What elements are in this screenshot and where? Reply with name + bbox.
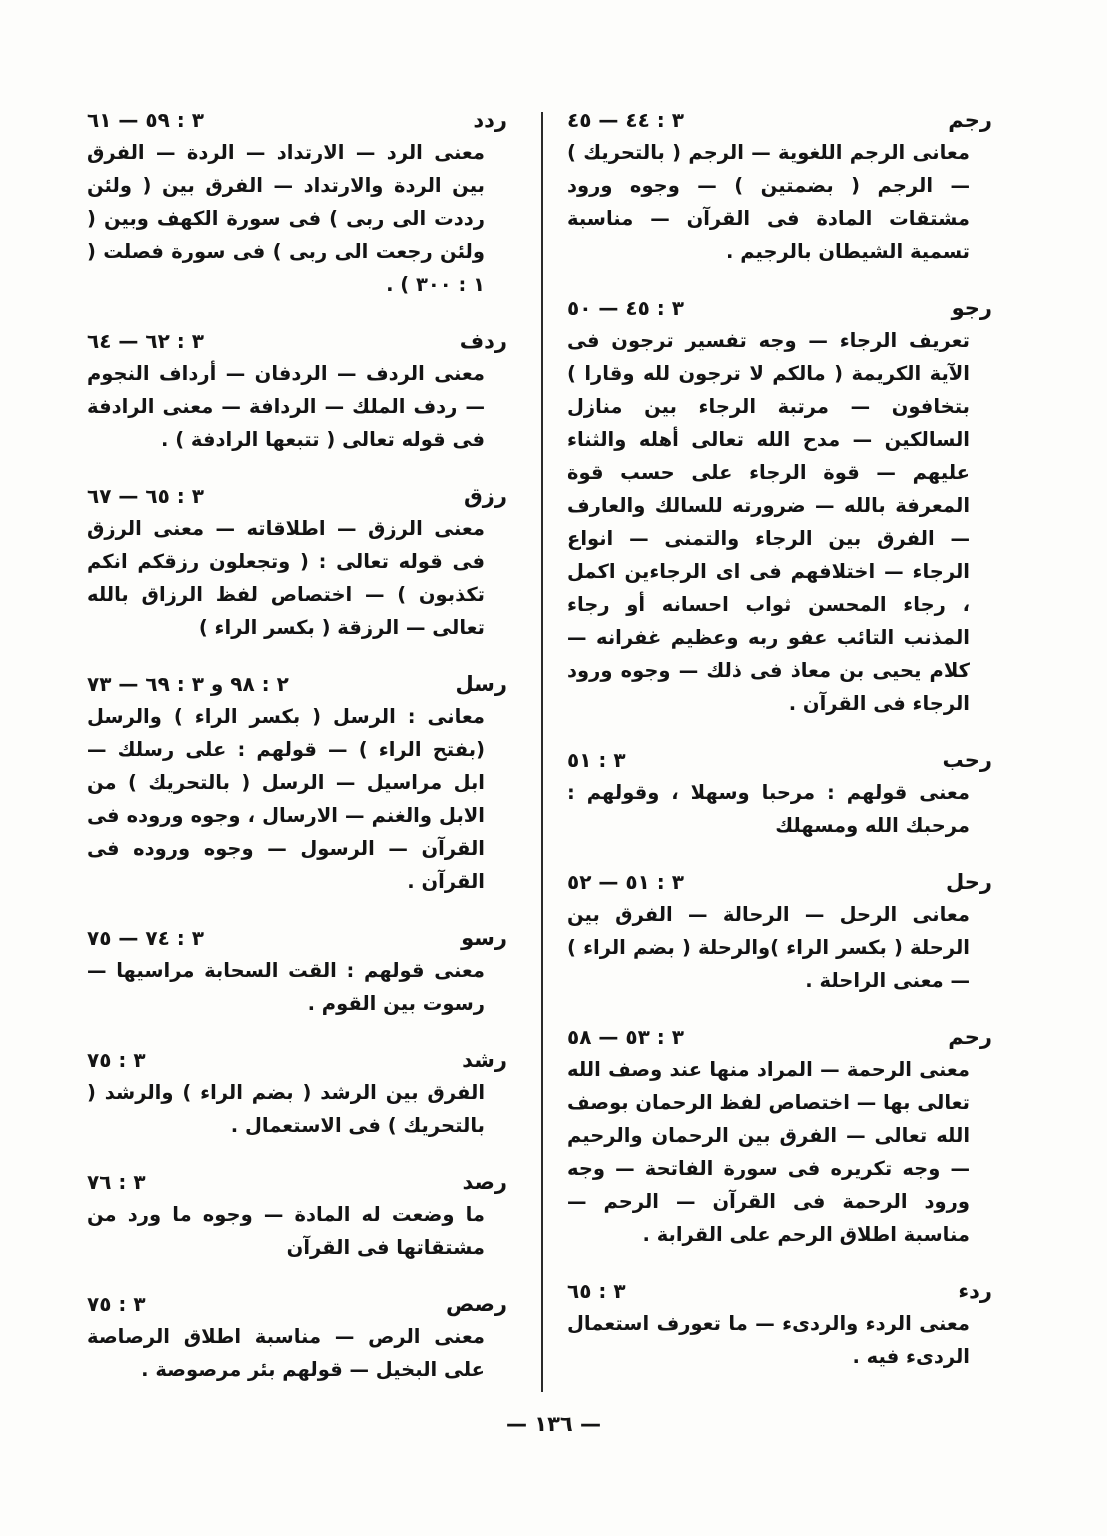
volume-page-reference: ٣ : ٦٥ (567, 1279, 626, 1303)
entry-description: معنى قولهم : القت السحابة مراسيها — رسوت بين القوم . (87, 959, 485, 1015)
entry-heading (87, 329, 507, 353)
root-word: رحل (946, 870, 992, 894)
volume-page-reference: ٣ : ٦٥ — ٦٧ (87, 484, 204, 508)
entry-heading (87, 1292, 507, 1316)
root-word: رزق (464, 484, 507, 508)
right-column (567, 108, 992, 1401)
index-entry (567, 1025, 992, 1251)
page-number: — ١٣٦ — (505, 1412, 602, 1436)
entry-description: معنى الرحمة — المراد منها عند وصف الله تعالى بها — اختصاص لفظ الرحمان بوصف الله تعالى — الفرق بين الرحمان والرحيم — وجه تكريره فى سورة الفاتحة — وجه ورود الرحمة فى القرآن — الرحم — مناسبة اطلاق الرحم على القرابة . (567, 1058, 970, 1246)
index-entry (87, 329, 507, 456)
volume-page-reference: ٣ : ٥٣ — ٥٨ (567, 1025, 684, 1049)
entry-description: معنى الرزق — اطلاقاته — معنى الرزق فى قوله تعالى : ( وتجعلون رزقكم انكم تكذبون ) — اختصاص لفظ الرزاق بالله تعالى — الرزقة ( بكسر الراء ) (87, 517, 485, 639)
volume-page-reference: ٣ : ٧٦ (87, 1170, 146, 1194)
root-word: ردف (459, 329, 507, 353)
column-divider (541, 112, 543, 1392)
entry-heading (87, 108, 507, 132)
entry-heading (567, 108, 992, 132)
entry-heading (87, 1048, 507, 1072)
root-word: رحب (942, 748, 992, 772)
index-entry (87, 926, 507, 1020)
index-entry (87, 1170, 507, 1264)
entry-heading (567, 1279, 992, 1303)
entry-heading (87, 672, 507, 696)
index-entry (87, 108, 507, 301)
entry-description: معنى الرص — مناسبة اطلاق الرصاصة على البخيل — قولهم بئر مرصوصة . (87, 1325, 485, 1381)
entry-description: معانى : الرسل ( بكسر الراء ) والرسل (بفتح الراء ) — قولهم : على رسلك — ابل مراسيل — الرسل ( بالتحريك ) من الابل والغنم — الارسال ، وجوه وروده فى القرآن — الرسول — وجوه وروده فى القرآن . (87, 705, 485, 893)
index-entry (567, 870, 992, 997)
root-word: رصص (445, 1292, 507, 1316)
root-word: رسل (455, 672, 507, 696)
volume-page-reference: ٣ : ٥١ — ٥٢ (567, 870, 684, 894)
volume-page-reference: ٣ : ٧٤ — ٧٥ (87, 926, 204, 950)
volume-page-reference: ٣ : ٤٤ — ٤٥ (567, 108, 684, 132)
volume-page-reference: ٣ : ٥٩ — ٦١ (87, 108, 204, 132)
index-entry (567, 1279, 992, 1373)
root-word: رصد (462, 1170, 507, 1194)
index-entry (567, 296, 992, 720)
index-entry (567, 108, 992, 268)
volume-page-reference: ٢ : ٩٨ و ٣ : ٦٩ — ٧٣ (87, 672, 289, 696)
root-word: رحم (948, 1025, 992, 1049)
entry-heading (87, 484, 507, 508)
root-word: ردد (473, 108, 507, 132)
volume-page-reference: ٣ : ٦٢ — ٦٤ (87, 329, 204, 353)
volume-page-reference: ٣ : ٤٥ — ٥٠ (567, 296, 684, 320)
entry-description: معنى الردء والردىء — ما تعورف استعمال الردىء فيه . (567, 1312, 970, 1368)
entry-heading (567, 870, 992, 894)
entry-description: معنى الردف — الردفان — أرداف النجوم — ردف الملك — الردافة — معنى الرادفة فى قوله تعالى ( تتبعها الرادفة ) . (87, 362, 485, 451)
index-entry (87, 484, 507, 644)
entry-heading (87, 1170, 507, 1194)
entry-description: معانى الرحل — الرحالة — الفرق بين الرحلة ( بكسر الراء )والرحلة ( بضم الراء ) — معنى الراحلة . (567, 903, 970, 992)
entry-description: ما وضعت له المادة — وجوه ما ورد من مشتقاتها فى القرآن (87, 1203, 485, 1259)
entry-heading (567, 1025, 992, 1049)
index-entry (567, 748, 992, 842)
root-word: ردء (958, 1279, 992, 1303)
root-word: رجم (948, 108, 992, 132)
volume-page-reference: ٣ : ٧٥ (87, 1048, 146, 1072)
volume-page-reference: ٣ : ٧٥ (87, 1292, 146, 1316)
entry-heading (567, 748, 992, 772)
entry-description: معانى الرجم اللغوية — الرجم ( بالتحريك ) — الرجم ( بضمتين ) — وجوه ورود مشتقات المادة فى القرآن — مناسبة تسمية الشيطان بالرجيم . (567, 141, 970, 263)
entry-heading (87, 926, 507, 950)
root-word: رسو (461, 926, 507, 950)
entry-description: الفرق بين الرشد ( بضم الراء ) والرشد ( بالتحريك ) فى الاستعمال . (87, 1081, 485, 1137)
entry-description: معنى قولهم : مرحبا وسهلا ، وقولهم : مرحبك الله ومسهلك (567, 781, 970, 837)
entry-heading (567, 296, 992, 320)
entry-description: تعريف الرجاء — وجه تفسير ترجون فى الآية الكريمة ( مالكم لا ترجون لله وقارا ) بتخافون — مرتبة الرجاء بين منازل السالكين — مدح الله تعالى أهله والثناء عليهم — قوة الرجاء على حسب قوة المعرفة بالله — ضرورته للسالك والعارف — الفرق بين الرجاء والتمنى — انواع الرجاء — اختلافهم فى اى الرجاءين اكمل ، رجاء المحسن ثواب احسانه أو رجاء المذنب التائب عفو ربه وعظيم غفرانه — كلام يحيى بن معاذ فى ذلك — وجوه ورود الرجاء فى القرآن . (567, 329, 970, 715)
left-column (87, 108, 507, 1414)
root-word: رجو (951, 296, 992, 320)
index-entry (87, 1292, 507, 1386)
volume-page-reference: ٣ : ٥١ (567, 748, 626, 772)
entry-description: معنى الرد — الارتداد — الردة — الفرق بين الردة والارتداد — الفرق بين ( ولئن رددت الى ربى ) فى سورة الكهف وبين ( ولئن رجعت الى ربى ) فى سورة فصلت ( ١ : ٣٠٠ ) . (87, 141, 485, 296)
index-entry (87, 672, 507, 898)
root-word: رشد (462, 1048, 507, 1072)
index-entry (87, 1048, 507, 1142)
